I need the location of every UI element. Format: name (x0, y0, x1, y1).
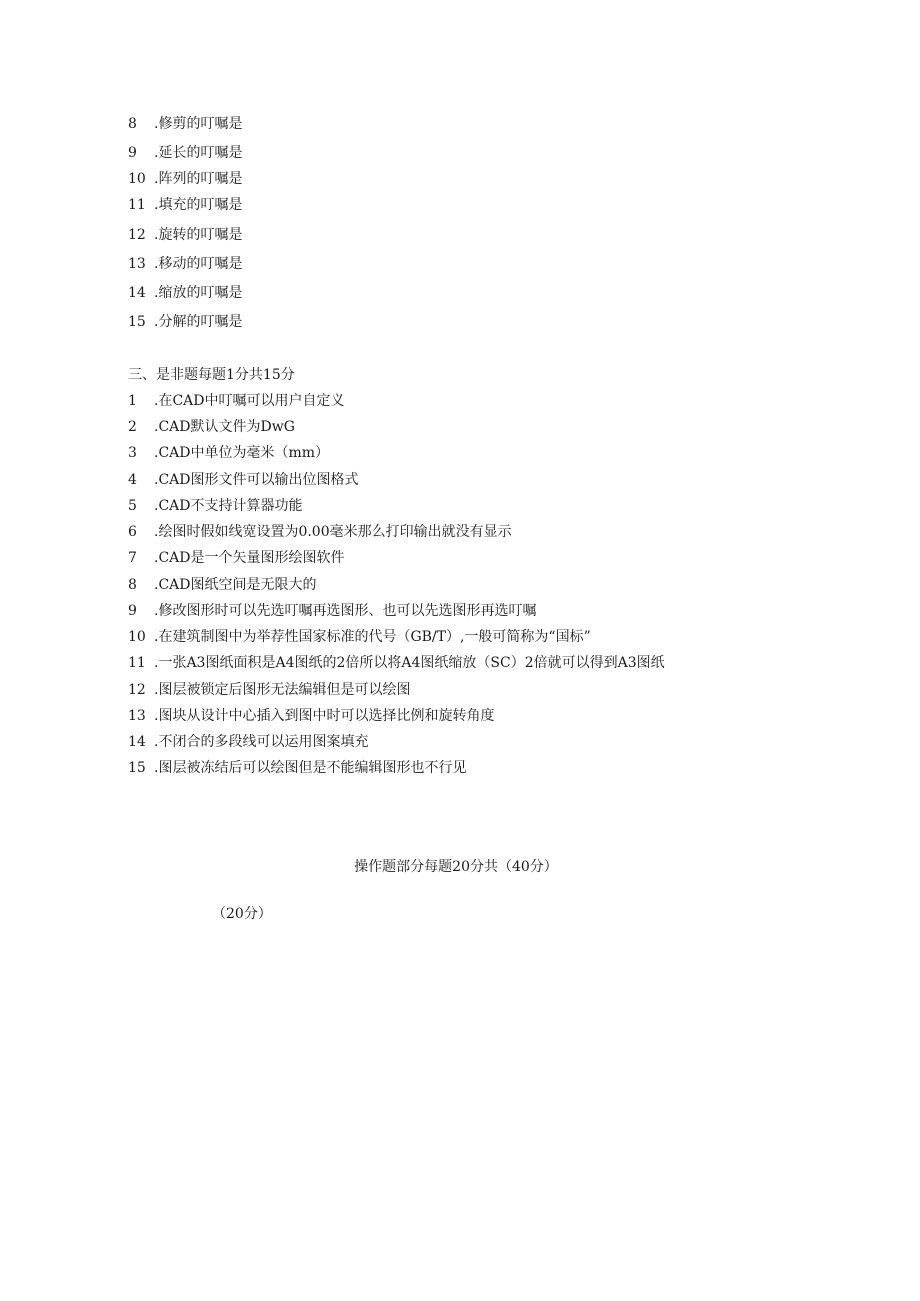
question-item (128, 418, 295, 436)
question-item (128, 196, 242, 214)
question-text: .不闭合的多段线可以运用图案填充 (154, 734, 369, 750)
question-text: .CAD图纸空间是无限大的 (154, 577, 317, 593)
question-item (128, 255, 242, 273)
question-number: 9 (128, 603, 137, 619)
question-number: 14 (128, 285, 146, 301)
question-text: .一张A3图纸面积是A4图纸的2倍所以将A4图纸缩放（SC）2倍就可以得到A3图纸 (154, 655, 665, 671)
question-number: 4 (128, 472, 137, 488)
question-text: .阵列的叮嘱是 (154, 171, 243, 187)
question-number: 12 (128, 682, 146, 698)
question-item (128, 115, 242, 133)
question-text: .CAD是一个矢量图形绘图软件 (154, 550, 345, 566)
question-number: 6 (128, 524, 137, 540)
question-text: .旋转的叮嘱是 (154, 227, 243, 243)
question-text: .图层被锁定后图形无法编辑但是可以绘图 (154, 682, 411, 698)
question-text: .图层被冻结后可以绘图但是不能编辑图形也不行见 (154, 760, 467, 776)
question-text: .CAD默认文件为DwG (154, 419, 295, 435)
question-item (128, 471, 359, 489)
question-number: 5 (128, 498, 137, 514)
question-item (128, 549, 345, 567)
question-item (128, 523, 512, 541)
question-text: .填充的叮嘱是 (154, 197, 243, 213)
question-item (128, 392, 345, 410)
question-text: .修改图形时可以先选叮嘱再选图形、也可以先选图形再选叮嘱 (154, 603, 537, 619)
question-item (128, 284, 242, 302)
question-number: 10 (128, 629, 146, 645)
question-item (128, 759, 466, 777)
score-label: （20分） (212, 906, 272, 922)
question-text: .缩放的叮嘱是 (154, 285, 243, 301)
question-item (128, 576, 317, 594)
question-number: 13 (128, 708, 146, 724)
question-number: 12 (128, 227, 146, 243)
question-text: .图块从设计中心插入到图中时可以选择比例和旋转角度 (154, 708, 495, 724)
question-item (128, 602, 536, 620)
question-number: 11 (128, 655, 146, 671)
question-item (128, 497, 303, 515)
question-item (128, 733, 368, 751)
question-number: 10 (128, 171, 146, 187)
question-text: .CAD不支持计算器功能 (154, 498, 303, 514)
question-text: .移动的叮嘱是 (154, 256, 243, 272)
question-text: .绘图时假如线宽设置为0.00毫米那么打印输出就没有显示 (154, 524, 512, 540)
question-text: .CAD中单位为毫米（mm） (154, 445, 330, 461)
question-item (128, 707, 494, 725)
section-heading: 操作题部分每题20分共（40分） (354, 859, 558, 875)
question-item (128, 170, 242, 188)
question-text: .修剪的叮嘱是 (154, 116, 243, 132)
question-number: 7 (128, 550, 137, 566)
question-text: .延长的叮嘱是 (154, 145, 243, 161)
question-text: .CAD图形文件可以输出位图格式 (154, 472, 359, 488)
question-number: 2 (128, 419, 137, 435)
question-item (128, 681, 410, 699)
question-item (128, 226, 242, 244)
question-text: .在CAD中叮嘱可以用户自定义 (154, 393, 345, 409)
question-item (128, 444, 329, 462)
question-number: 9 (128, 145, 137, 161)
question-number: 8 (128, 577, 137, 593)
question-number: 1 (128, 393, 137, 409)
question-text: .分解的叮嘱是 (154, 314, 243, 330)
question-number: 14 (128, 734, 146, 750)
question-number: 15 (128, 314, 146, 330)
question-item (128, 654, 665, 672)
question-text: .在建筑制图中为举荐性国家标准的代号（GB/T）,一般可简称为“国标” (154, 629, 591, 645)
question-number: 13 (128, 256, 146, 272)
question-number: 11 (128, 197, 146, 213)
question-item (128, 313, 242, 331)
section-heading: 三、是非题每题1分共15分 (128, 367, 295, 383)
question-number: 3 (128, 445, 137, 461)
question-item (128, 144, 242, 162)
question-number: 8 (128, 116, 137, 132)
question-number: 15 (128, 760, 146, 776)
question-item (128, 628, 591, 646)
